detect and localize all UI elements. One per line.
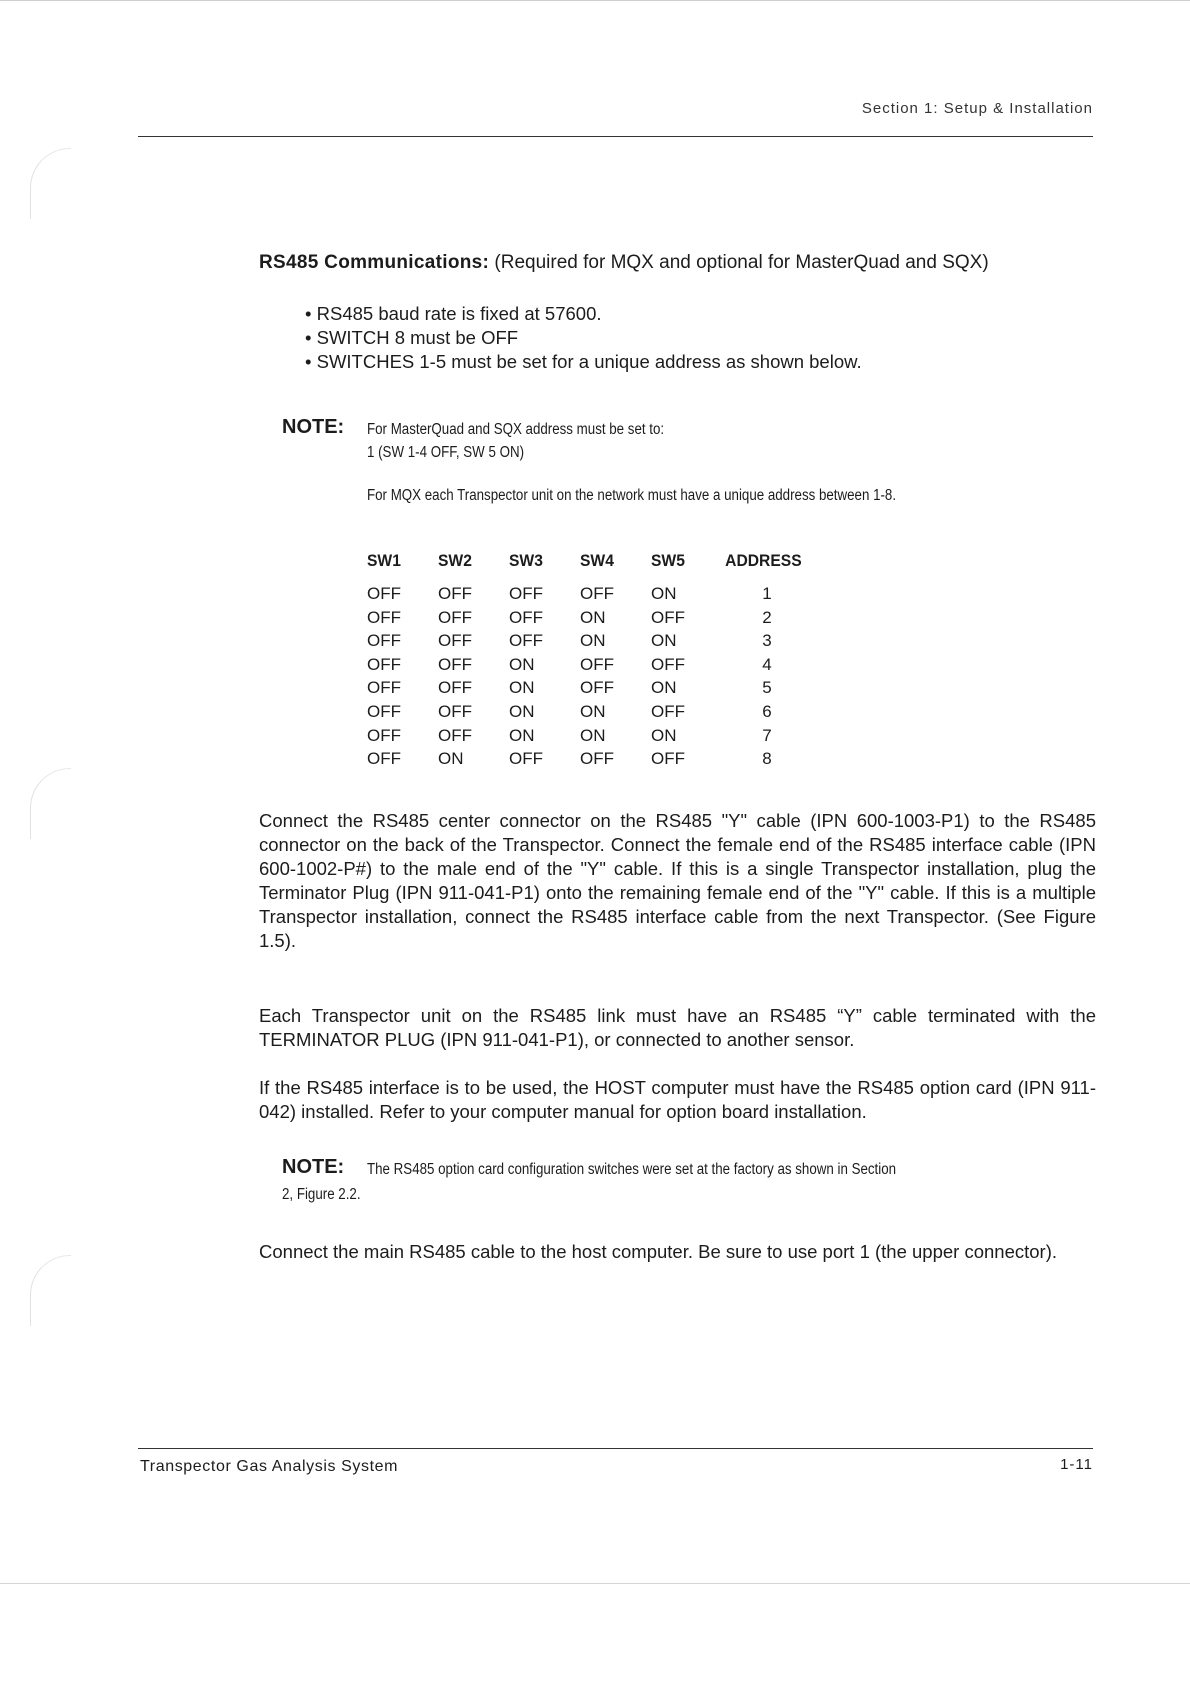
switch-cell: OFF bbox=[367, 701, 401, 721]
note-line: For MQX each Transpector unit on the network must have a unique address between 1-8. bbox=[367, 487, 897, 504]
switch-cell: ON bbox=[580, 701, 606, 721]
switch-cell: OFF bbox=[438, 654, 472, 674]
column-header: ADDRESS bbox=[725, 551, 802, 570]
switch-cell: ON bbox=[651, 678, 677, 698]
switch-cell: OFF bbox=[651, 701, 685, 721]
switch-cell: ON bbox=[651, 725, 677, 745]
switch-cell: OFF bbox=[580, 654, 614, 674]
address-cell: 1 bbox=[762, 584, 772, 603]
address-cell: 8 bbox=[762, 749, 772, 769]
paragraph-connect: Connect the RS485 center connector on the RS485 "Y" cable (IPN 600-1003-P1) to the RS485 connector on the back of the Transpector. Connect the female end of the RS485 interface cable (IPN 600-1002-P#) to the male end of the "Y" cable. If this is a single Transpector installation, plug the Terminator Plug (IPN 911-041-P1) onto the remaining female end of the "Y" cable. If this is a multiple Transpector installation, connect the RS485 interface cable from the next Transpector. (See Figure 1.5). bbox=[259, 810, 1096, 951]
list-item: • SWITCH 8 must be OFF bbox=[305, 327, 519, 348]
switch-cell: ON bbox=[509, 725, 535, 745]
table-header-row bbox=[367, 551, 812, 584]
switch-cell: OFF bbox=[438, 678, 472, 698]
binder-hole-mark bbox=[30, 148, 71, 219]
address-cell: 2 bbox=[762, 607, 772, 627]
switch-cell: OFF bbox=[438, 631, 472, 651]
column-header: SW2 bbox=[438, 551, 472, 570]
switch-cell: OFF bbox=[509, 749, 543, 769]
note-line: 2, Figure 2.2. bbox=[282, 1186, 361, 1203]
switch-cell: OFF bbox=[509, 584, 543, 603]
column-header: SW1 bbox=[367, 551, 401, 570]
section-header: Section 1: Setup & Installation bbox=[861, 100, 1093, 117]
switch-cell: OFF bbox=[367, 678, 401, 698]
switch-cell: OFF bbox=[367, 607, 401, 627]
table-row bbox=[367, 608, 812, 632]
note-line: 1 (SW 1-4 OFF, SW 5 ON) bbox=[367, 444, 525, 461]
table-row bbox=[367, 655, 812, 679]
switch-cell: OFF bbox=[580, 749, 614, 769]
table-row bbox=[367, 749, 812, 773]
switch-cell: ON bbox=[438, 749, 464, 769]
address-cell: 7 bbox=[762, 725, 772, 745]
switch-cell: OFF bbox=[367, 584, 401, 603]
switch-cell: ON bbox=[509, 654, 535, 674]
list-item: • RS485 baud rate is fixed at 57600. bbox=[305, 303, 602, 324]
scan-edge-top bbox=[0, 0, 1190, 1]
column-header: SW3 bbox=[509, 551, 543, 570]
table-row bbox=[367, 678, 812, 702]
switch-cell: OFF bbox=[438, 725, 472, 745]
list-item: • SWITCHES 1-5 must be set for a unique address as shown below. bbox=[305, 351, 862, 372]
switch-address-table bbox=[367, 551, 812, 773]
column-header: SW4 bbox=[580, 551, 614, 570]
switch-cell: OFF bbox=[651, 654, 685, 674]
table-row bbox=[367, 726, 812, 750]
switch-cell: ON bbox=[580, 725, 606, 745]
switch-cell: OFF bbox=[509, 607, 543, 627]
switch-cell: OFF bbox=[367, 654, 401, 674]
header-rule bbox=[138, 136, 1093, 137]
table-row bbox=[367, 702, 812, 726]
bullet-list bbox=[305, 302, 862, 374]
paragraph-host: If the RS485 interface is to be used, the HOST computer must have the RS485 option card (IPN 911-042) installed. Refer to your computer manual for option board installation. bbox=[259, 1077, 1096, 1122]
switch-cell: OFF bbox=[367, 631, 401, 651]
switch-cell: OFF bbox=[438, 584, 472, 603]
note-label: NOTE: bbox=[282, 1156, 345, 1178]
switch-cell: OFF bbox=[580, 584, 614, 603]
note-line: For MasterQuad and SQX address must be set to: bbox=[367, 421, 665, 438]
heading-subtitle: (Required for MQX and optional for MasterQuad and SQX) bbox=[494, 252, 989, 273]
note-label: NOTE: bbox=[282, 416, 345, 438]
section-heading bbox=[259, 252, 989, 274]
binder-hole-mark bbox=[30, 768, 71, 839]
switch-cell: OFF bbox=[651, 607, 685, 627]
switch-cell: OFF bbox=[438, 607, 472, 627]
switch-cell: OFF bbox=[367, 725, 401, 745]
address-cell: 5 bbox=[762, 678, 772, 698]
switch-cell: OFF bbox=[651, 749, 685, 769]
scan-edge-bottom bbox=[0, 1583, 1190, 1584]
footer-title: Transpector Gas Analysis System bbox=[140, 1458, 399, 1475]
switch-cell: ON bbox=[580, 607, 606, 627]
address-cell: 3 bbox=[762, 631, 772, 651]
table-row bbox=[367, 631, 812, 655]
switch-cell: OFF bbox=[438, 701, 472, 721]
address-cell: 6 bbox=[762, 701, 772, 721]
switch-cell: ON bbox=[580, 631, 606, 651]
switch-cell: OFF bbox=[580, 678, 614, 698]
page-number: 1-11 bbox=[1060, 1456, 1093, 1473]
paragraph-final: Connect the main RS485 cable to the host computer. Be sure to use port 1 (the upper connector). bbox=[259, 1241, 1058, 1262]
paragraph-terminator: Each Transpector unit on the RS485 link must have an RS485 “Y” cable terminated with the TERMINATOR PLUG (IPN 911-041-P1), or connected to another sensor. bbox=[259, 1005, 1096, 1050]
column-header: SW5 bbox=[651, 551, 685, 570]
switch-cell: ON bbox=[509, 701, 535, 721]
heading-title: RS485 Communications: bbox=[259, 252, 490, 273]
switch-cell: ON bbox=[651, 584, 677, 603]
address-cell: 4 bbox=[762, 654, 772, 674]
footer-rule bbox=[138, 1448, 1093, 1449]
table-row bbox=[367, 584, 812, 608]
binder-hole-mark bbox=[30, 1255, 71, 1326]
switch-cell: ON bbox=[509, 678, 535, 698]
note-line: The RS485 option card configuration switches were set at the factory as shown in Section bbox=[367, 1161, 897, 1178]
switch-cell: ON bbox=[651, 631, 677, 651]
switch-cell: OFF bbox=[367, 749, 401, 769]
switch-cell: OFF bbox=[509, 631, 543, 651]
